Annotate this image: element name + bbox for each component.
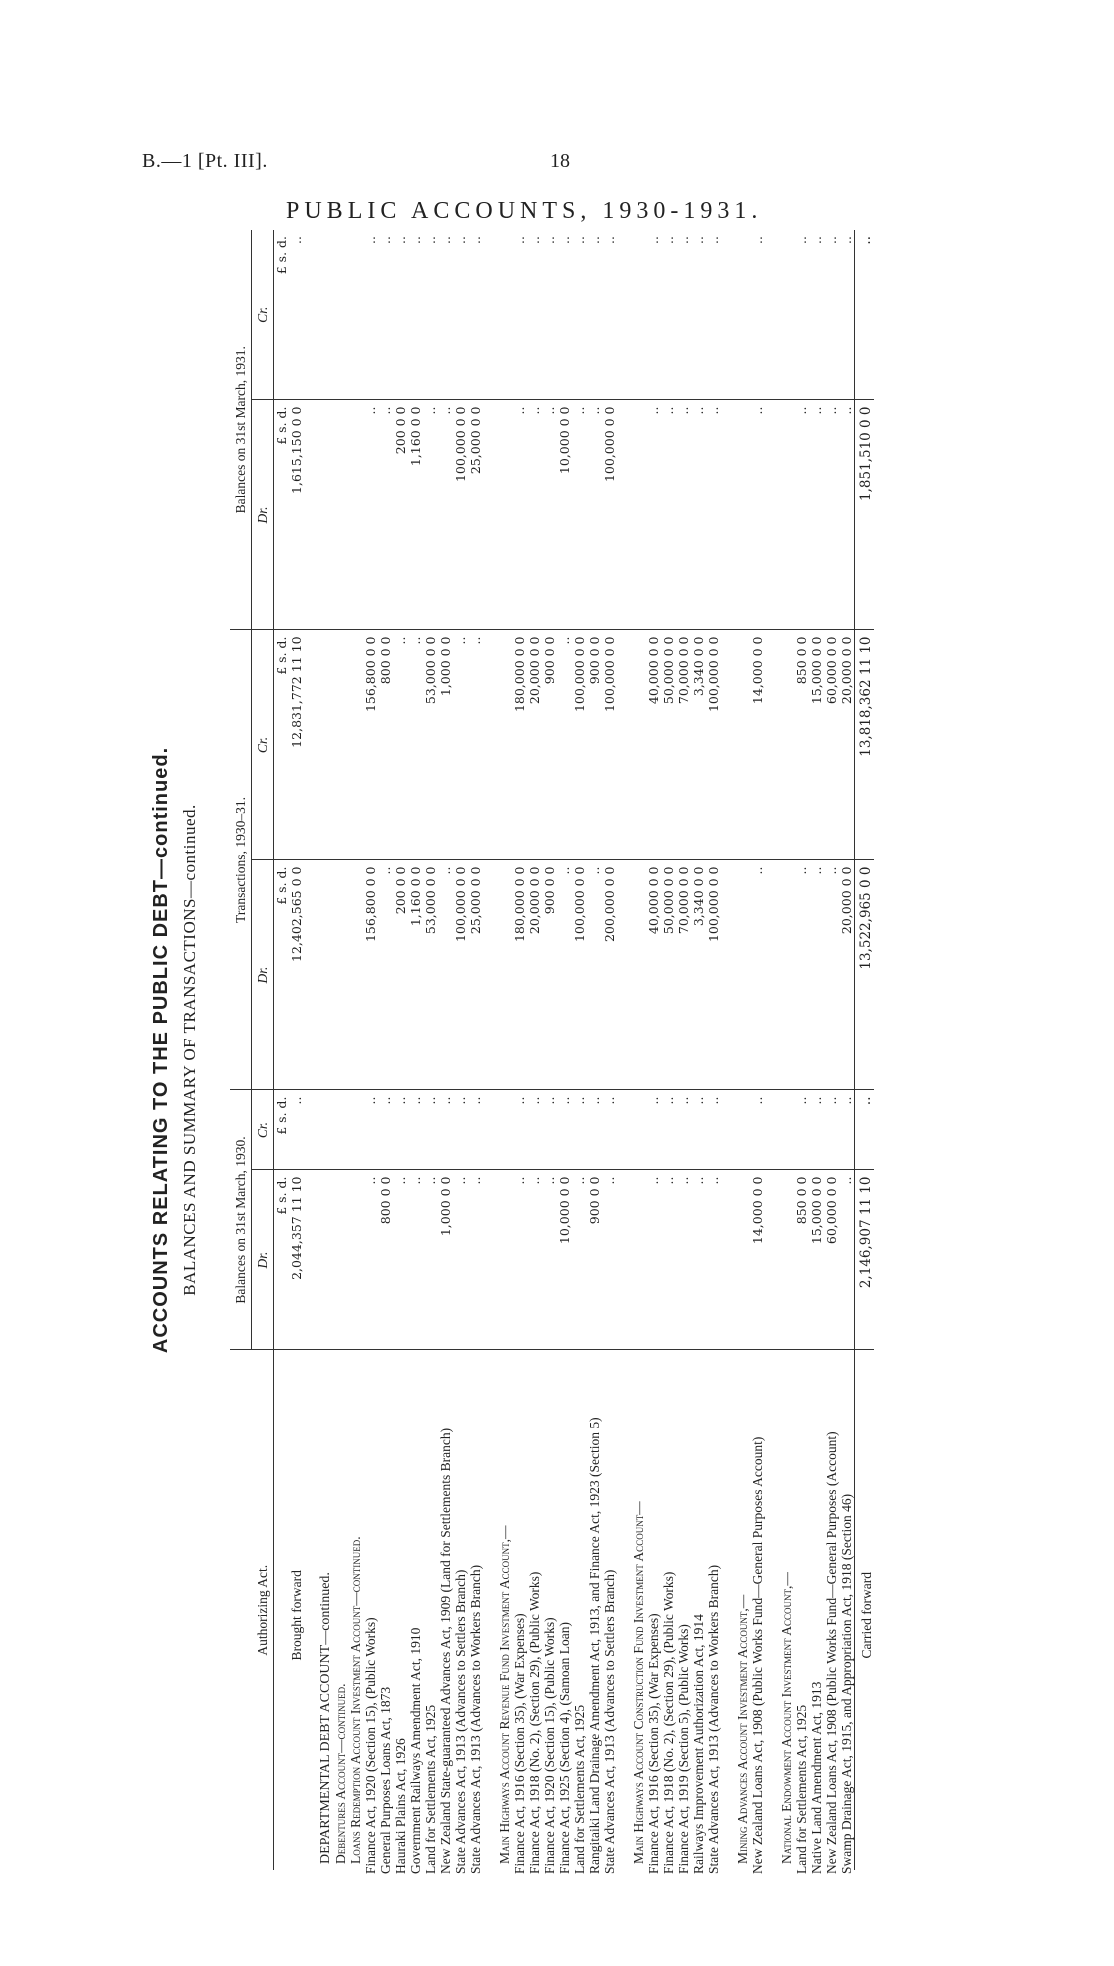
- units-label: £ s. d.: [274, 400, 290, 630]
- table-row: [453, 230, 468, 1870]
- cell-b31-dr: ..: [542, 400, 557, 630]
- section-heading: [735, 230, 750, 1870]
- table-row: [393, 230, 408, 1870]
- cell-b30-cr: ..: [602, 1090, 617, 1170]
- table-row: [602, 230, 617, 1870]
- table-row: [363, 230, 378, 1870]
- cell-t-dr: 40,000 0 0: [646, 860, 661, 1090]
- running-title: PUBLIC ACCOUNTS, 1930-1931.: [286, 198, 763, 224]
- row-label: New Zealand Loans Act, 1908 (Public Works Fund—General Purposes (Account): [824, 1431, 839, 1874]
- cell-b30-cr: ..: [809, 1090, 824, 1170]
- cell-b31-cr: ..: [512, 230, 527, 400]
- units-label: £ s. d.: [274, 230, 290, 400]
- cell-t-dr: 200 0 0: [393, 860, 408, 1090]
- cell-t-cr: 1,000 0 0: [438, 630, 453, 860]
- header-dr: Dr.: [252, 1170, 274, 1350]
- cell-b30-dr: ..: [572, 1170, 587, 1350]
- row-label: State Advances Act, 1913 (Advances to Workers Branch): [706, 1564, 721, 1874]
- cell-b30-dr: 10,000 0 0: [557, 1170, 572, 1350]
- cell-b31-dr: ..: [706, 400, 721, 630]
- cell-b30-dr: ..: [512, 1170, 527, 1350]
- header-balances-1930: Balances on 31st March, 1930.: [230, 1090, 252, 1350]
- cell-b31-cr: ..: [557, 230, 572, 400]
- row-label: State Advances Act, 1913 (Advances to Workers Branch): [468, 1564, 483, 1874]
- cell-t-dr: ..: [438, 860, 453, 1090]
- cell-t-dr: 50,000 0 0: [661, 860, 676, 1090]
- cell-b30-dr: ..: [453, 1170, 468, 1350]
- cell-b31-dr: ..: [691, 400, 706, 630]
- cell-t-cr: ..: [408, 630, 423, 860]
- cell-b31-dr: ..: [527, 400, 542, 630]
- cell-b30-dr: 2,146,907 11 10: [855, 1170, 875, 1350]
- cell-b30-cr: ..: [542, 1090, 557, 1170]
- row-label: Mining Advances Account Investment Account,—: [735, 1594, 750, 1864]
- cell-b31-cr: ..: [468, 230, 483, 400]
- cell-b31-cr: ..: [646, 230, 661, 400]
- table-row: [794, 230, 809, 1870]
- row-label: Finance Act, 1916 (Section 35), (War Expenses): [646, 1613, 661, 1874]
- table-subtitle: BALANCES AND SUMMARY OF TRANSACTIONS—continued.: [180, 804, 199, 1296]
- cell-t-dr: ..: [378, 860, 393, 1090]
- cell-b30-dr: 14,000 0 0: [750, 1170, 765, 1350]
- cell-b31-cr: ..: [824, 230, 839, 400]
- document-code: B.—1 [Pt. III].: [142, 150, 268, 172]
- cell-b31-dr: 10,000 0 0: [557, 400, 572, 630]
- cell-b31-cr: ..: [706, 230, 721, 400]
- cell-b30-dr: ..: [363, 1170, 378, 1350]
- cell-b31-cr: ..: [809, 230, 824, 400]
- table-row: [423, 230, 438, 1870]
- cell-b30-cr: ..: [706, 1090, 721, 1170]
- cell-b30-dr: ..: [691, 1170, 706, 1350]
- cell-t-cr: 20,000 0 0: [839, 630, 855, 860]
- cell-t-cr: 100,000 0 0: [602, 630, 617, 860]
- row-label: New Zealand Loans Act, 1908 (Public Works Fund—General Purposes Account): [750, 1436, 765, 1874]
- row-label: Finance Act, 1920 (Section 15), (Public Works): [542, 1617, 557, 1874]
- cell-b30-dr: ..: [423, 1170, 438, 1350]
- cell-b30-cr: ..: [557, 1090, 572, 1170]
- cell-b30-cr: ..: [794, 1090, 809, 1170]
- cell-b30-cr: ..: [691, 1090, 706, 1170]
- cell-b31-cr: ..: [587, 230, 602, 400]
- units-label: £ s. d.: [274, 860, 290, 1090]
- header-dr: Dr.: [252, 860, 274, 1090]
- cell-b31-dr: ..: [363, 400, 378, 630]
- cell-t-dr: 100,000 0 0: [572, 860, 587, 1090]
- cell-b30-dr: ..: [542, 1170, 557, 1350]
- cell-b30-cr: ..: [587, 1090, 602, 1170]
- header-dr: Dr.: [252, 400, 274, 630]
- table-row: [572, 230, 587, 1870]
- table-title: ACCOUNTS RELATING TO THE PUBLIC DEBT—continued.: [150, 746, 172, 1354]
- row-label: DEPARTMENTAL DEBT ACCOUNT—continued.: [318, 1572, 333, 1864]
- cell-t-dr: 100,000 0 0: [453, 860, 468, 1090]
- cell-b30-cr: ..: [468, 1090, 483, 1170]
- cell-b30-cr: ..: [438, 1090, 453, 1170]
- cell-b30-cr: ..: [646, 1090, 661, 1170]
- cell-b30-cr: ..: [393, 1090, 408, 1170]
- cell-b31-cr: ..: [750, 230, 765, 400]
- cell-b30-dr: ..: [839, 1170, 855, 1350]
- row-label: Carried forward: [855, 1350, 875, 1870]
- cell-t-dr: ..: [587, 860, 602, 1090]
- cell-b30-dr: 2,044,357 11 10: [289, 1170, 304, 1350]
- section-heading: [631, 230, 646, 1870]
- table-row-total: [855, 230, 875, 1870]
- row-label: Government Railways Amendment Act, 1910: [408, 1627, 423, 1874]
- section-heading: [779, 230, 794, 1870]
- units-label: £ s. d.: [274, 1090, 290, 1170]
- row-label: Land for Settlements Act, 1925: [423, 1704, 438, 1874]
- cell-t-dr: 25,000 0 0: [468, 860, 483, 1090]
- cell-t-cr: 800 0 0: [378, 630, 393, 860]
- cell-b30-cr: ..: [839, 1090, 855, 1170]
- cell-b30-cr: ..: [408, 1090, 423, 1170]
- row-label: Loans Redemption Account Investment Account—continued.: [348, 1536, 363, 1864]
- cell-b31-cr: ..: [661, 230, 676, 400]
- cell-b31-dr: 100,000 0 0: [453, 400, 468, 630]
- cell-b31-cr: ..: [839, 230, 855, 400]
- cell-b30-cr: ..: [824, 1090, 839, 1170]
- cell-b31-cr: ..: [676, 230, 691, 400]
- row-label: Debentures Account—continued.: [333, 1683, 348, 1864]
- table-row: [557, 230, 572, 1870]
- cell-b31-dr: ..: [676, 400, 691, 630]
- cell-b30-dr: 15,000 0 0: [809, 1170, 824, 1350]
- cell-t-dr: 53,000 0 0: [423, 860, 438, 1090]
- cell-b30-cr: ..: [527, 1090, 542, 1170]
- header-authorizing-act: Authorizing Act.: [230, 1350, 274, 1870]
- cell-t-cr: 13,818,362 11 10: [855, 630, 875, 860]
- cell-t-dr: ..: [824, 860, 839, 1090]
- header-balances-1931: Balances on 31st March, 1931.: [230, 230, 252, 630]
- cell-b31-dr: 100,000 0 0: [602, 400, 617, 630]
- cell-t-dr: 156,800 0 0: [363, 860, 378, 1090]
- cell-b31-cr: ..: [542, 230, 557, 400]
- table-row: [691, 230, 706, 1870]
- cell-b31-cr: ..: [289, 230, 304, 400]
- cell-t-cr: 900 0 0: [542, 630, 557, 860]
- page-number: 18: [550, 150, 570, 172]
- row-label: Railways Improvement Authorization Act, 1914: [691, 1614, 706, 1874]
- row-label: Finance Act, 1918 (No. 2), (Section 29), (Public Works): [661, 1571, 676, 1874]
- cell-b30-cr: ..: [676, 1090, 691, 1170]
- cell-t-cr: ..: [393, 630, 408, 860]
- table-row: [646, 230, 661, 1870]
- row-label: Rangitaiki Land Drainage Amendment Act, 1913, and Finance Act, 1923 (Section 5): [587, 1417, 602, 1874]
- cell-b31-dr: ..: [750, 400, 765, 630]
- cell-t-cr: 850 0 0: [794, 630, 809, 860]
- table-row: [542, 230, 557, 1870]
- cell-b30-dr: ..: [602, 1170, 617, 1350]
- cell-t-dr: 1,160 0 0: [408, 860, 423, 1090]
- cell-t-cr: ..: [453, 630, 468, 860]
- cell-t-dr: ..: [794, 860, 809, 1090]
- cell-b31-dr: ..: [839, 400, 855, 630]
- cell-b31-cr: ..: [363, 230, 378, 400]
- cell-b30-dr: 900 0 0: [587, 1170, 602, 1350]
- cell-b31-dr: ..: [512, 400, 527, 630]
- table-row: [809, 230, 824, 1870]
- cell-b30-dr: ..: [676, 1170, 691, 1350]
- cell-b30-cr: ..: [289, 1090, 304, 1170]
- cell-b31-dr: 1,160 0 0: [408, 400, 423, 630]
- row-label: Main Highways Account Revenue Fund Investment Account,—: [497, 1525, 512, 1864]
- section-heading: [333, 230, 348, 1870]
- table-row: [750, 230, 765, 1870]
- table-row: [289, 230, 304, 1870]
- cell-t-cr: 15,000 0 0: [809, 630, 824, 860]
- accounts-table: [230, 230, 874, 1874]
- row-label: Land for Settlements Act, 1925: [572, 1704, 587, 1874]
- cell-b31-dr: 200 0 0: [393, 400, 408, 630]
- row-label: Finance Act, 1919 (Section 5), (Public Works): [676, 1624, 691, 1874]
- cell-b30-cr: ..: [750, 1090, 765, 1170]
- row-label: Swamp Drainage Act, 1915, and Appropriation Act, 1918 (Section 46): [839, 1493, 854, 1874]
- cell-b31-dr: 1,851,510 0 0: [855, 400, 875, 630]
- cell-t-dr: 900 0 0: [542, 860, 557, 1090]
- cell-b31-dr: 1,615,150 0 0: [289, 400, 304, 630]
- table-row: [438, 230, 453, 1870]
- cell-b31-dr: ..: [587, 400, 602, 630]
- cell-t-cr: 3,340 0 0: [691, 630, 706, 860]
- table-row: [824, 230, 839, 1870]
- cell-b30-cr: ..: [512, 1090, 527, 1170]
- cell-t-dr: ..: [809, 860, 824, 1090]
- cell-t-dr: 70,000 0 0: [676, 860, 691, 1090]
- cell-b31-dr: ..: [809, 400, 824, 630]
- row-label: General Purposes Loans Act, 1873: [378, 1686, 393, 1874]
- row-label: Native Land Amendment Act, 1913: [809, 1681, 824, 1874]
- cell-b30-dr: ..: [646, 1170, 661, 1350]
- header-cr: Cr.: [252, 1090, 274, 1170]
- cell-t-cr: 100,000 0 0: [572, 630, 587, 860]
- header-cr: Cr.: [252, 230, 274, 400]
- table-row: [706, 230, 721, 1870]
- cell-b30-dr: ..: [468, 1170, 483, 1350]
- cell-b31-cr: ..: [691, 230, 706, 400]
- row-label: Hauraki Plains Act, 1926: [393, 1738, 408, 1874]
- cell-b31-dr: ..: [438, 400, 453, 630]
- cell-t-dr: 13,522,965 0 0: [855, 860, 875, 1090]
- cell-b31-cr: ..: [378, 230, 393, 400]
- cell-b31-dr: ..: [824, 400, 839, 630]
- table-row: [468, 230, 483, 1870]
- cell-b30-cr: ..: [661, 1090, 676, 1170]
- cell-t-cr: 50,000 0 0: [661, 630, 676, 860]
- cell-b30-dr: ..: [706, 1170, 721, 1350]
- cell-b30-cr: ..: [453, 1090, 468, 1170]
- cell-t-cr: 20,000 0 0: [527, 630, 542, 860]
- table-row: [378, 230, 393, 1870]
- cell-b30-dr: ..: [408, 1170, 423, 1350]
- row-label: Brought forward: [289, 1570, 304, 1661]
- section-heading: [318, 230, 333, 1870]
- cell-b30-dr: 60,000 0 0: [824, 1170, 839, 1350]
- cell-b31-cr: ..: [602, 230, 617, 400]
- cell-b30-cr: ..: [855, 1090, 875, 1170]
- cell-b30-dr: ..: [661, 1170, 676, 1350]
- cell-t-cr: 40,000 0 0: [646, 630, 661, 860]
- cell-t-dr: ..: [557, 860, 572, 1090]
- cell-b31-cr: ..: [423, 230, 438, 400]
- row-label: Main Highways Account Construction Fund Investment Account—: [631, 1501, 646, 1864]
- cell-t-cr: 100,000 0 0: [706, 630, 721, 860]
- cell-t-dr: 180,000 0 0: [512, 860, 527, 1090]
- cell-t-dr: 20,000 0 0: [527, 860, 542, 1090]
- cell-b31-dr: ..: [646, 400, 661, 630]
- row-label: Finance Act, 1916 (Section 35), (War Expenses): [512, 1613, 527, 1874]
- cell-b30-cr: ..: [363, 1090, 378, 1170]
- rotated-table-block: [130, 200, 970, 1900]
- cell-t-cr: 60,000 0 0: [824, 630, 839, 860]
- row-label: State Advances Act, 1913 (Advances to Settlers Branch): [453, 1569, 468, 1874]
- cell-b31-dr: ..: [794, 400, 809, 630]
- cell-b31-cr: ..: [794, 230, 809, 400]
- cell-t-cr: 180,000 0 0: [512, 630, 527, 860]
- row-label: New Zealand State-guaranteed Advances Act, 1909 (Land for Settlements Branch): [438, 1427, 453, 1874]
- header-transactions: Transactions, 1930–31.: [230, 630, 252, 1090]
- row-label: Finance Act, 1920 (Section 15), (Public Works): [363, 1617, 378, 1874]
- table-row: [676, 230, 691, 1870]
- row-label: State Advances Act, 1913 (Advances to Settlers Branch): [602, 1569, 617, 1874]
- cell-t-dr: 20,000 0 0: [839, 860, 855, 1090]
- cell-b31-dr: ..: [423, 400, 438, 630]
- cell-b30-dr: ..: [393, 1170, 408, 1350]
- cell-b31-dr: ..: [572, 400, 587, 630]
- cell-b31-cr: ..: [438, 230, 453, 400]
- row-label: Finance Act, 1925 (Section 4), (Samoan Loan): [557, 1622, 572, 1874]
- row-label: National Endowment Account Investment Account,—: [779, 1572, 794, 1864]
- cell-t-cr: 14,000 0 0: [750, 630, 765, 860]
- cell-t-cr: 156,800 0 0: [363, 630, 378, 860]
- cell-b30-cr: ..: [378, 1090, 393, 1170]
- cell-t-cr: ..: [468, 630, 483, 860]
- table-row: [661, 230, 676, 1870]
- cell-b30-dr: 850 0 0: [794, 1170, 809, 1350]
- cell-t-dr: 12,402,565 0 0: [289, 860, 304, 1090]
- cell-t-dr: 200,000 0 0: [602, 860, 617, 1090]
- cell-b30-dr: 1,000 0 0: [438, 1170, 453, 1350]
- cell-t-cr: 12,831,772 11 10: [289, 630, 304, 860]
- cell-t-cr: 70,000 0 0: [676, 630, 691, 860]
- table-row: [587, 230, 602, 1870]
- cell-b31-cr: ..: [393, 230, 408, 400]
- cell-b31-dr: 25,000 0 0: [468, 400, 483, 630]
- header-cr: Cr.: [252, 630, 274, 860]
- section-heading: [348, 230, 363, 1870]
- cell-b31-cr: ..: [453, 230, 468, 400]
- cell-b31-cr: ..: [408, 230, 423, 400]
- cell-t-dr: ..: [750, 860, 765, 1090]
- cell-t-cr: 53,000 0 0: [423, 630, 438, 860]
- section-heading: [497, 230, 512, 1870]
- units-label: £ s. d.: [274, 630, 290, 860]
- table-row: [512, 230, 527, 1870]
- cell-b30-dr: ..: [527, 1170, 542, 1350]
- cell-b31-dr: ..: [378, 400, 393, 630]
- cell-t-dr: 100,000 0 0: [706, 860, 721, 1090]
- cell-t-dr: 3,340 0 0: [691, 860, 706, 1090]
- cell-b31-cr: ..: [855, 230, 875, 400]
- cell-b30-dr: 800 0 0: [378, 1170, 393, 1350]
- cell-b31-dr: ..: [661, 400, 676, 630]
- cell-b30-cr: ..: [423, 1090, 438, 1170]
- table-row: [408, 230, 423, 1870]
- cell-t-cr: 900 0 0: [587, 630, 602, 860]
- row-label: Land for Settlements Act, 1925: [794, 1704, 809, 1874]
- table-row: [527, 230, 542, 1870]
- cell-t-cr: ..: [557, 630, 572, 860]
- cell-b30-cr: ..: [572, 1090, 587, 1170]
- cell-b31-cr: ..: [572, 230, 587, 400]
- row-label: Finance Act, 1918 (No. 2), (Section 29), (Public Works): [527, 1571, 542, 1874]
- units-label: £ s. d.: [274, 1170, 290, 1350]
- cell-b31-cr: ..: [527, 230, 542, 400]
- table-row: [839, 230, 855, 1870]
